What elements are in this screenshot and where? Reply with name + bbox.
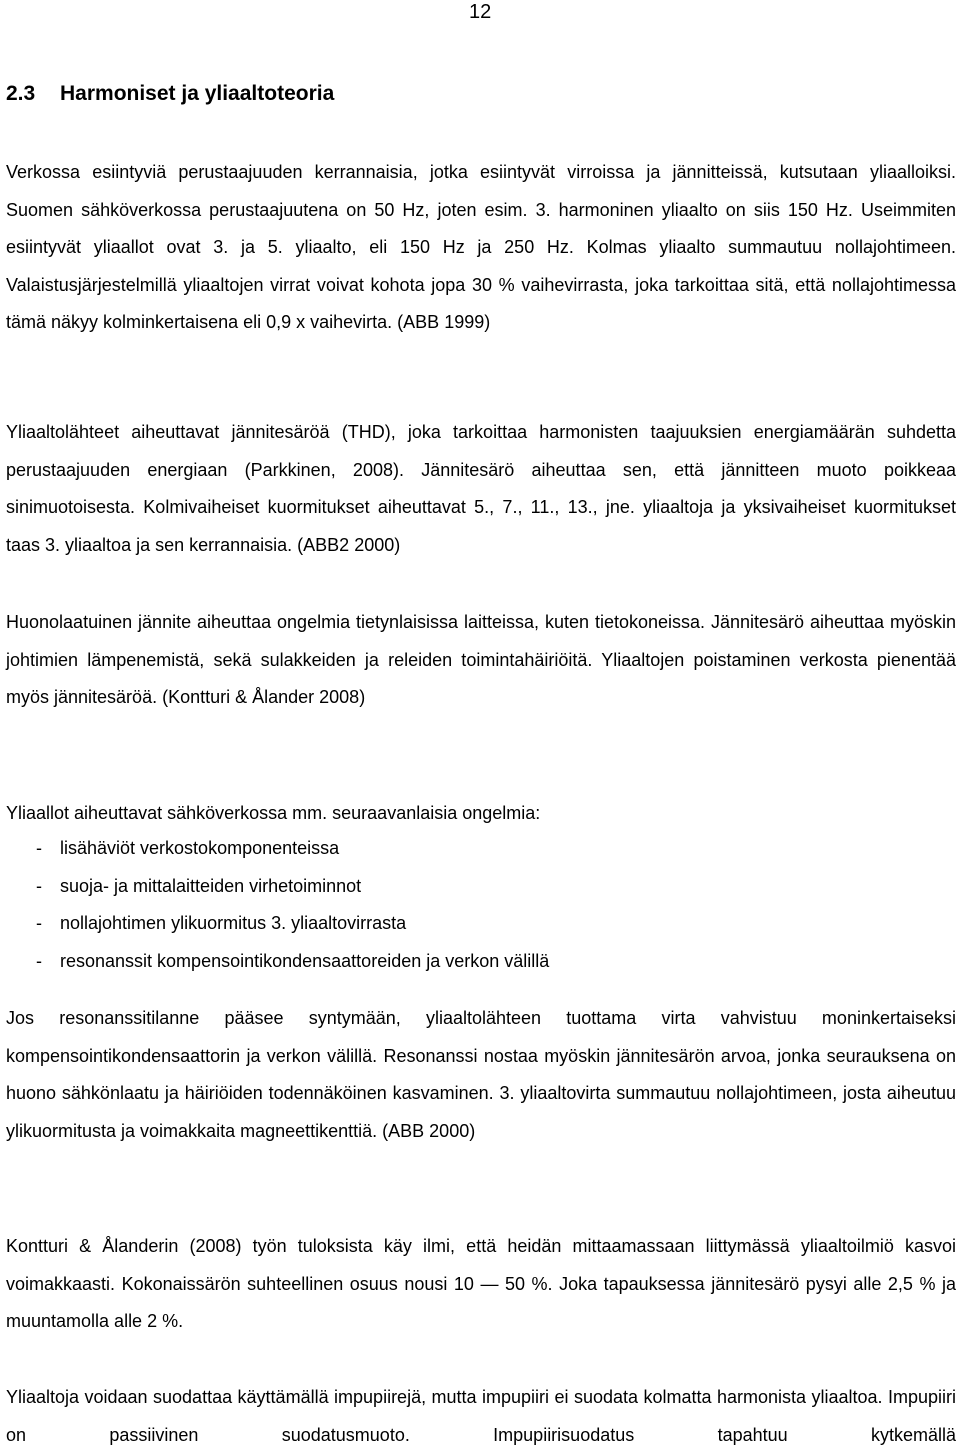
list-item xyxy=(6,868,549,906)
paragraph-measurement-results: Kontturi & Ålanderin (2008) työn tuloksista käy ilmi, että heidän mittaamassaan liittymässä yliaaltoilmiö kasvoi voimakkaasti. Kokonaissärön suhteellinen osuus nousi 10 — 50 %. Joka tapauksessa jännitesärö pysyi alle 2,5 % ja muuntamolla alle 2 %. xyxy=(6,1236,956,1331)
list-item-text: suoja- ja mittalaitteiden virhetoiminnot xyxy=(60,875,362,896)
paragraph-voltage-quality: Huonolaatuinen jännite aiheuttaa ongelmia tietynlaisissa laitteissa, kuten tietokoneissa. Jännitesärö aiheuttaa myöskin johtimien lämpenemistä, sekä sulakkeiden ja releiden toimintahäiriöitä. Yliaaltojen poistaminen verkosta pienentää myös jännitesäröä. (Kontturi & Ålander 2008) xyxy=(6,612,956,707)
page-number: 12 xyxy=(469,1,492,23)
list-item-text: lisähäviöt verkostokomponenteissa xyxy=(60,838,340,858)
section-title: Harmoniset ja yliaaltoteoria xyxy=(60,82,335,105)
paragraph-harmonics-intro: Verkossa esiintyviä perustaajuuden kerrannaisia, jotka esiintyvät virroissa ja jännitteissä, kutsutaan yliaalloiksi. Suomen sähköverkossa perustaajuutena on 50 Hz, joten esim. 3. harmoninen yliaalto on siis 150 Hz. Useimmiten esiintyvät yliaallot ovat 3. ja 5. yliaalto, eli 150 Hz ja 250 Hz. Kolmas yliaalto summautuu nollajohtimeen. Valaistusjärjestelmillä yliaaltojen virrat voivat kohota jopa 30 % vaihevirrasta, joka tarkoittaa sitä, että nollajohtimessa tämä näkyy kolminkertaisena eli 0,9 x vaihevirta. (ABB 1999) xyxy=(6,162,956,332)
list-marker: - xyxy=(36,913,42,933)
list-item xyxy=(6,830,549,868)
section-heading xyxy=(6,80,334,108)
paragraph-filtering: Yliaaltoja voidaan suodattaa käyttämällä impupiirejä, mutta impupiiri ei suodata kolmatta harmonista yliaaltoa. Impupiiri on passiivinen suodatusmuoto. Impupiirisuodatus tapahtuu kytkemällä xyxy=(6,1387,956,1445)
paragraph-resonance: Jos resonanssitilanne pääsee syntymään, yliaaltolähteen tuottama virta vahvistuu moninkertaiseksi kompensointikondensaattorin ja verkon välillä. Resonanssi nostaa myöskin jännitesärön arvoa, jonka seurauksena on huono sähkönlaatu ja häiriöiden todennäköinen kasvaminen. 3. yliaaltovirta summautuu nollajohtimeen, josta aiheutuu ylikuormitusta ja voimakkaita magneettikenttiä. (ABB 2000) xyxy=(6,1008,956,1141)
list-item-text: nollajohtimen ylikuormitus 3. yliaaltovirrasta xyxy=(60,913,407,933)
list-item-text: resonanssit kompensointikondensaattoreiden ja verkon välillä xyxy=(60,950,550,971)
problems-list xyxy=(6,830,549,980)
list-marker: - xyxy=(36,838,42,858)
paragraph-thd: Yliaaltolähteet aiheuttavat jännitesäröä (THD), joka tarkoittaa harmonisten taajuuksien energiamäärän suhdetta perustaajuuden energiaan (Parkkinen, 2008). Jännitesärö aiheuttaa sen, että jännitteen muoto poikkeaa sinimuotoisesta. Kolmivaiheiset kuormitukset aiheuttavat 5., 7., 11., 13., jne. yliaaltoja ja yksivaiheiset kuormitukset taas 3. yliaaltoa ja sen kerrannaisia. (ABB2 2000) xyxy=(6,422,956,555)
paragraph-problems-intro: Yliaallot aiheuttavat sähköverkossa mm. seuraavanlaisia ongelmia: xyxy=(6,803,541,823)
list-marker: - xyxy=(36,875,42,896)
list-marker: - xyxy=(36,950,42,971)
section-number: 2.3 xyxy=(6,82,36,105)
list-item xyxy=(6,905,549,943)
list-item xyxy=(6,943,549,981)
